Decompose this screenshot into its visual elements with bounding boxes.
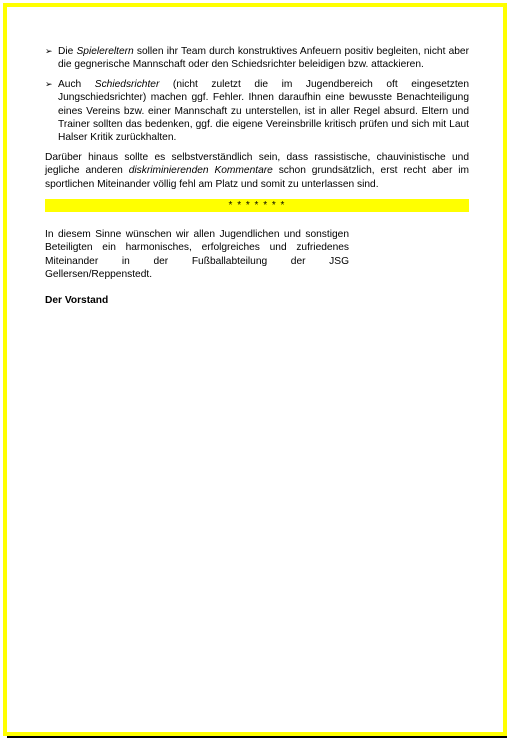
closing-paragraph: In diesem Sinne wünschen wir allen Jugendlichen und sonstigen Beteiligten ein harmonisches, erfolgreiches und zufriedenes Miteinander in der Fußballabteilung der JSG Gellersen/Reppenstedt. bbox=[45, 229, 349, 281]
body-paragraph bbox=[45, 151, 469, 191]
paragraph-text-emphasis: diskriminierenden Kommentare bbox=[128, 165, 273, 177]
document-content bbox=[45, 45, 469, 307]
bullet-text-pre: Die bbox=[58, 46, 77, 57]
bullet-text-pre: Auch bbox=[58, 78, 95, 90]
separator-bar bbox=[45, 199, 469, 212]
bullet-text-post: sollen ihr Team durch konstruktives Anfeuern positiv begleiten, nicht aber die gegnerische Mannschaft oder den Schiedsrichter beleidigen bzw. attackieren. bbox=[58, 46, 469, 71]
arrow-bullet-icon: ➢ bbox=[45, 78, 53, 89]
bullet-text-emphasis: Spielereltern bbox=[76, 46, 134, 57]
signature: Der Vorstand bbox=[45, 294, 109, 306]
bullet-text-post: (nicht zuletzt die im Jugendbereich oft eingesetzten Jungschiedsrichter) machen ggf. Fehler. Ihnen daraufhin eine bewusste Benachteiligung eines Vereins bzw. einer Mannschaft zu unterstellen, ist in aller Regel absurd. Eltern und Trainer sollten das bedenken, ggf. die eigene Vereinsbrille kritisch prüfen und sich mit Laut Halser Kritik zurückhalten. bbox=[58, 78, 469, 144]
separator-stars: * * * * * * * bbox=[228, 200, 286, 212]
paragraph-text-post: schon grundsätzlich, erst recht aber im sportlichen Miteinander völlig fehl am Platz und somit zu unterlassen sind. bbox=[45, 165, 469, 190]
paragraph-text-pre: Darüber hinaus sollte es selbstverständlich sein, dass rassistische, chauvinistische und jegliche anderen bbox=[45, 151, 469, 177]
arrow-bullet-icon: ➢ bbox=[45, 46, 53, 56]
bullet-item-schiedsrichter bbox=[45, 78, 469, 145]
bullet-item-spielereltern bbox=[45, 45, 469, 72]
document-page bbox=[3, 3, 507, 736]
bullet-text-emphasis: Schiedsrichter bbox=[94, 78, 160, 90]
